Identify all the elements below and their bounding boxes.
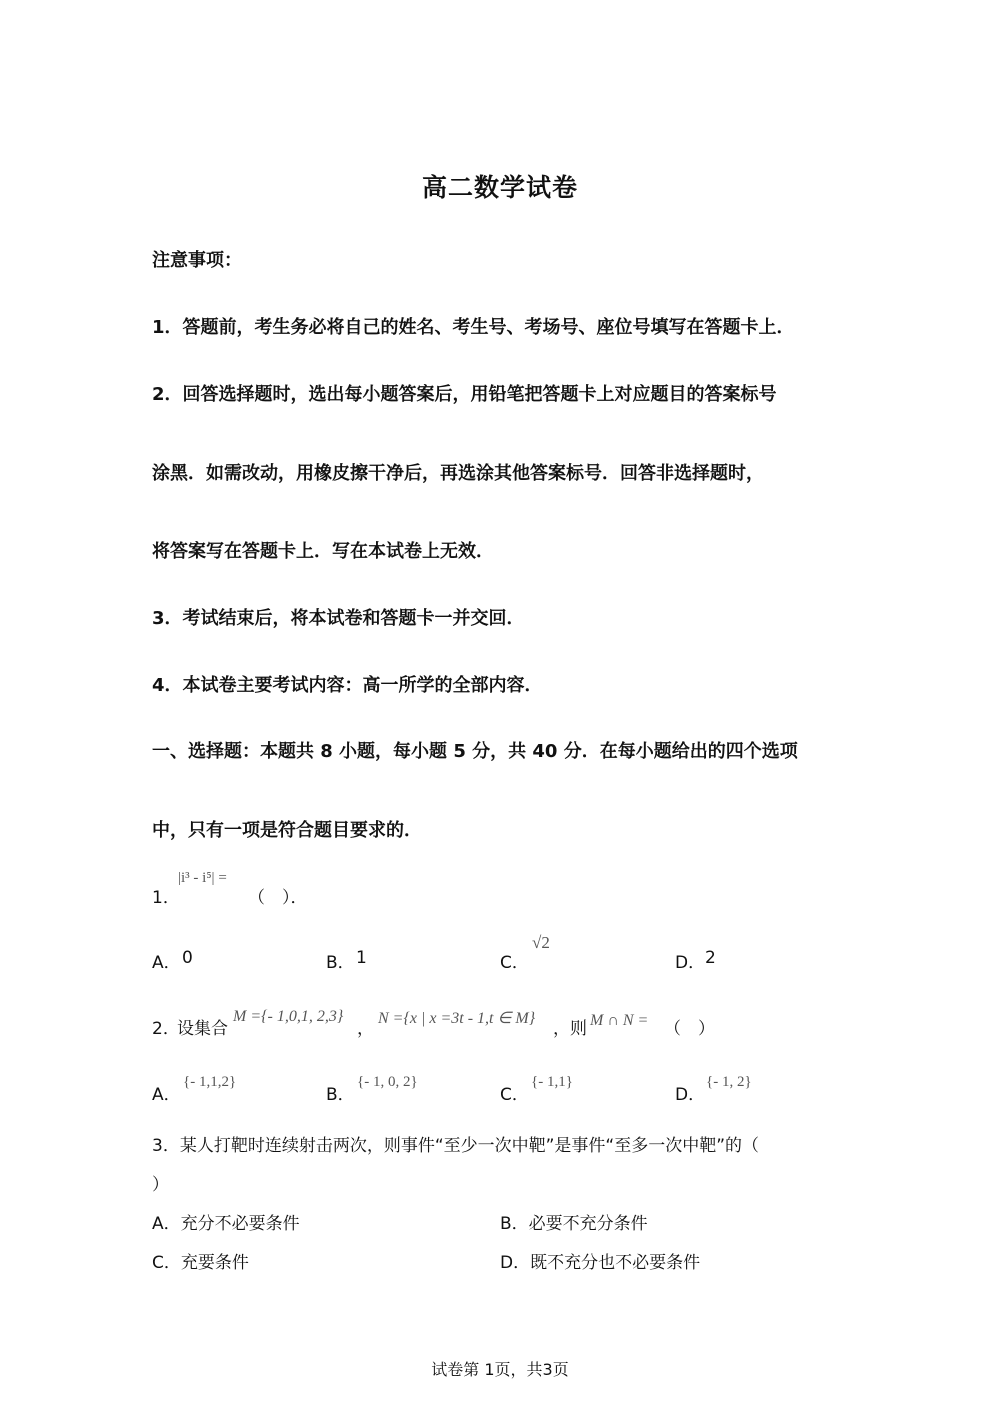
notice-item-2-end: 将答案写在答题卡上．写在本试卷上无效． [152,541,494,562]
q2-option-c: {- 1,1} [531,1074,573,1090]
q3-stem: 3．某人打靶时连续射击两次，则事件“至少一次中靶”是事件“至多一次中靶”的（ [152,1136,760,1156]
page-title: 高二数学试卷 [421,173,578,202]
notice-item-4: 4．本试卷主要考试内容：高一所学的全部内容． [152,675,543,696]
q2-expression: M ∩ N = [590,1012,649,1029]
q2-number: 2． [152,1019,180,1039]
q1-paren: （ ）． [248,888,308,908]
q1-option-b-label: B． [326,953,355,973]
q1-option-c: √2 [532,933,550,952]
q1-option-b: 1 [356,948,367,968]
q2-option-b: {- 1, 0, 2} [357,1074,418,1090]
q3-option-c: C．充要条件 [152,1253,249,1273]
q3-option-a: A．充分不必要条件 [152,1214,300,1234]
section-heading-cont: 中，只有一项是符合题目要求的． [152,820,422,841]
notice-item-1: 1．答题前，考生务必将自己的姓名、考生号、考场号、座位号填写在答题卡上． [152,317,795,338]
q1-option-a: 0 [182,948,193,968]
q2-text-1: 设集合 [177,1019,228,1039]
q2-option-c-label: C． [500,1085,529,1105]
q3-stem-end: ） [152,1175,169,1195]
q2-option-b-label: B． [326,1085,355,1105]
q2-set-m: M ={- 1,0,1, 2,3} [233,1008,344,1025]
q1-option-a-label: A． [152,953,181,973]
q3-option-b: B．必要不充分条件 [500,1214,648,1234]
q2-set-n: N ={x | x =3t - 1,t ∈ M} [378,1010,536,1027]
q2-option-a: {- 1,1,2} [183,1074,237,1090]
notice-item-2-cont: 涂黑．如需改动，用橡皮擦干净后，再选涂其他答案标号．回答非选择题时， [152,463,764,484]
q1-number: 1． [152,888,180,908]
notice-item-2: 2．回答选择题时，选出每小题答案后，用铅笔把答题卡上对应题目的答案标号 [152,384,777,405]
section-heading: 一、选择题：本题共 8 小题，每小题 5 分，共 40 分．在每小题给出的四个选项 [152,741,798,762]
q2-option-d: {- 1, 2} [706,1074,752,1090]
q1-option-d-label: D． [675,953,706,973]
notice-item-3: 3．考试结束后，将本试卷和答题卡一并交回． [152,608,525,629]
q2-option-d-label: D． [675,1085,706,1105]
q2-text-2: ，则 [553,1019,587,1039]
q3-option-d: D．既不充分也不必要条件 [500,1253,701,1273]
page-footer: 试卷第 1页，共3页 [431,1360,569,1379]
q1-option-c-label: C． [500,953,529,973]
q2-paren: （ ） [664,1019,715,1039]
q2-comma: ， [357,1019,374,1039]
q1-option-d: 2 [705,948,716,968]
q1-expression: |i³ - i⁵| = [178,870,227,886]
notice-heading: 注意事项： [152,250,242,271]
q2-option-a-label: A． [152,1085,181,1105]
